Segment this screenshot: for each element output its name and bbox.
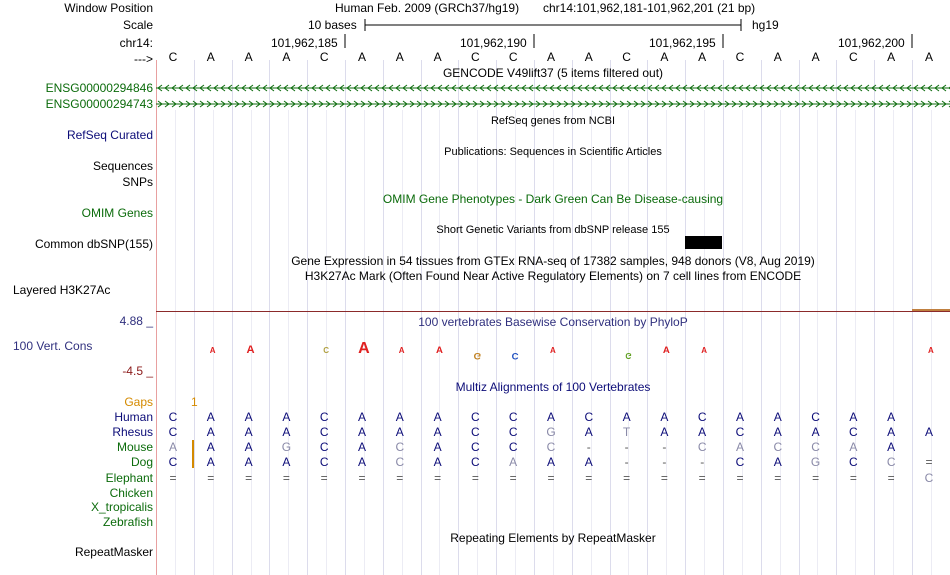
phylop-letter: A [209,346,216,355]
alignment-base: = [434,471,442,485]
scale-label: Scale [122,18,153,32]
alignment-base: = [623,471,631,485]
alignment-base: C [849,455,858,469]
alignment-base: = [509,471,517,485]
refseq-title: RefSeq genes from NCBI [490,115,616,127]
alignment-base: C [319,425,329,439]
alignment-base: = [887,471,895,485]
phylop-letter: C [511,350,519,361]
phylop-letter: G [625,351,632,360]
reference-base: C [471,50,480,64]
alignment-base: A [282,455,291,469]
phylop-letter: A [928,346,934,355]
alignment-base: A [849,440,858,454]
alignment-base: C [508,425,518,439]
alignment-base: A [433,440,442,454]
gencode-title: GENCODE V49lift37 (5 items filtered out) [442,66,664,80]
alignment-base: C [471,425,480,439]
reference-base: A [395,50,404,64]
pubs-title: Publications: Sequences in Scientific Articles [444,146,662,158]
species-human-label[interactable]: Human [114,410,153,424]
alignment-base: A [546,455,555,469]
reference-base: A [206,50,215,64]
dbsnp-label[interactable]: Common dbSNP(155) [34,237,153,251]
phylop-letter: G [473,350,482,361]
alignment-base: C [584,410,594,424]
alignment-base: = [849,471,857,485]
alignment-base: A [887,410,896,424]
phylop-logo [156,338,950,368]
alignment-base: - [662,440,667,454]
reference-base: A [584,50,593,64]
phylop-title: 100 vertebrates Basewise Conservation by PhyloP [418,315,688,329]
alignment-base: A [244,455,253,469]
window-position-label: Window Position [64,1,153,15]
gap-count-marker: 1 [191,395,198,409]
alignment-base: C [886,455,896,469]
alignment-base: A [584,425,593,439]
alignment-base: A [622,410,631,424]
alignment-base: C [168,425,178,439]
alignment-base: A [206,410,215,424]
reference-base: A [811,50,820,64]
alignment-base: = [925,455,933,469]
alignment-base: A [395,410,404,424]
alignment-base: A [887,440,896,454]
alignment-base: C [546,440,556,454]
alignment-base: A [168,440,177,454]
reference-base: A [433,50,442,64]
alignment-base: = [396,471,404,485]
alignment-base: C [471,410,480,424]
phylop-letter: A [550,346,556,355]
alignment-base: A [773,455,782,469]
alignment-base: A [395,425,404,439]
species-dog-label[interactable]: Dog [130,455,153,469]
reference-base: C [735,50,745,64]
chrom-label: chr14: [119,36,153,50]
alignment-base: = [358,471,366,485]
alignment-base: A [357,455,366,469]
pos-tick-2: 101,962,190 [460,36,527,50]
alignment-base: A [244,410,253,424]
alignment-base: = [774,471,782,485]
multiz-title: Multiz Alignments of 100 Vertebrates [455,380,651,394]
species-mouse-label[interactable]: Mouse [116,440,153,454]
reference-base: A [357,50,366,64]
alignment-base: A [735,440,744,454]
h3k27ac-label[interactable]: Layered H3K27Ac [13,283,111,297]
species-chicken-label[interactable]: Chicken [109,486,153,500]
alignment-base: A [244,425,253,439]
alignment-base: T [622,425,631,439]
phylop-letter: A [246,344,255,356]
species-xtropicalis-label[interactable]: X_tropicalis [90,500,153,514]
phylop-letter: C [323,346,329,355]
scale-text: 10 bases [308,18,357,32]
alignment-base: C [508,410,518,424]
phylop-letter: A [436,345,443,356]
alignment-base: C [811,440,820,454]
assembly-title: Human Feb. 2009 (GRCh37/hg19) [335,1,520,15]
reference-base: A [546,50,555,64]
snps-label[interactable]: SNPs [122,175,153,189]
alignment-base: A [433,425,442,439]
repeatmasker-title: Repeating Elements by RepeatMasker [450,531,656,545]
alignment-base: A [282,410,291,424]
alignment-base: A [887,425,896,439]
pos-tick-4: 101,962,200 [838,36,905,50]
alignment-base: A [584,455,593,469]
reference-base: C [849,50,858,64]
alignment-base: A [244,440,253,454]
alignment-base: A [357,440,366,454]
alignment-base: = [698,471,706,485]
alignment-base: - [624,440,629,454]
species-elephant-label[interactable]: Elephant [105,471,153,485]
omim-title: OMIM Gene Phenotypes - Dark Green Can Be Disease-causing [382,192,724,206]
alignment-base: A [206,440,215,454]
repeatmasker-label[interactable]: RepeatMasker [74,545,153,559]
alignment-base: A [282,425,291,439]
phylop-max-label: 4.88 _ [119,314,153,328]
alignment-base: - [624,455,629,469]
reference-base: A [887,50,896,64]
alignment-base: A [924,425,933,439]
alignment-base: A [546,410,555,424]
h3k27ac-signal-peak [912,309,950,311]
alignment-base: = [812,471,820,485]
dbsnp-title: Short Genetic Variants from dbSNP release 155 [436,224,670,236]
scale-bar [360,17,746,33]
reference-base: C [622,50,631,64]
gtex-title: Gene Expression in 54 tissues from GTEx RNA-seq of 17382 samples, 948 donors (V8, Aug 2019) [291,254,815,268]
alignment-base: C [471,455,480,469]
alignment-base: C [319,410,329,424]
reference-base: A [282,50,291,64]
phylop-letter: A [398,346,405,355]
refseq-label[interactable]: RefSeq Curated [66,128,153,142]
alignment-base: = [245,471,253,485]
position-title: chr14:101,962,181-101,962,201 (21 bp) [543,1,756,15]
alignment-base: C [924,471,934,485]
alignment-base: = [660,471,668,485]
dbsnp-variant[interactable] [685,236,722,249]
alignment-base: C [319,440,329,454]
gencode-transcripts[interactable] [156,82,950,110]
alignment-base: = [547,471,555,485]
species-zebrafish-label[interactable]: Zebrafish [102,515,153,529]
reference-base: A [244,50,253,64]
alignment-base: - [662,455,667,469]
alignment-base: A [735,410,744,424]
alignment-base: = [207,471,215,485]
reference-base: C [168,50,178,64]
alignment-base: C [471,440,480,454]
phylop-letter: A [358,340,370,357]
alignment-base: A [206,455,215,469]
alignment-base: A [509,455,518,469]
alignment-base: = [169,471,177,485]
phylop-letter: A [662,345,670,356]
alignment-base: A [811,425,820,439]
alignment-base: = [320,471,328,485]
alignment-base: A [433,455,442,469]
alignment-base: A [849,410,858,424]
h3k27ac-signal-line [156,311,950,312]
alignment-base: C [773,440,783,454]
strand-arrow-label: ---> [134,52,153,66]
alignment-base: G [281,440,292,454]
species-rhesus-label[interactable]: Rhesus [112,425,153,439]
alignment-base: - [586,440,591,454]
alignment-base: = [736,471,744,485]
ensg-2-label[interactable]: ENSG00000294743 [45,97,153,111]
reference-base: C [319,50,329,64]
phylop-min-label: -4.5 _ [122,364,153,378]
alignment-base: A [773,425,782,439]
reference-base: C [508,50,518,64]
vert-cons-label[interactable]: 100 Vert. Cons [13,339,93,353]
phylop-letter: A [701,346,707,355]
alignment-base: C [697,410,707,424]
alignment-base: - [700,455,705,469]
alignment-base: A [206,425,215,439]
alignment-base: A [698,425,707,439]
reference-base: A [660,50,669,64]
reference-base: A [924,50,933,64]
alignment-base: = [471,471,479,485]
reference-base: A [773,50,782,64]
alignment-base: A [660,425,669,439]
alignment-base: C [849,425,858,439]
pos-tick-1: 101,962,185 [271,36,338,50]
alignment-base: C [168,455,178,469]
pos-tick-marks [0,34,950,50]
alignment-base: = [585,471,593,485]
gaps-label: Gaps [124,395,153,409]
alignment-base: C [735,425,745,439]
alignment-base: G [810,455,821,469]
alignment-base: C [395,440,405,454]
alignment-base: A [433,410,442,424]
ensg-1-label[interactable]: ENSG00000294846 [45,81,153,95]
sequences-label[interactable]: Sequences [92,159,153,173]
pos-tick-3: 101,962,195 [649,36,716,50]
h3k27ac-title: H3K27Ac Mark (Often Found Near Active Regulatory Elements) on 7 cell lines from ENCODE [304,269,802,283]
alignment-base: C [395,455,405,469]
alignment-base: C [319,455,329,469]
alignment-base: C [168,410,178,424]
reference-base: A [698,50,707,64]
alignment-base: G [546,425,556,439]
alignment-base: = [282,471,290,485]
alignment-base: C [811,410,820,424]
alignment-base: C [697,440,707,454]
alignment-base: A [660,410,669,424]
scale-db: hg19 [752,18,779,32]
alignment-base: C [735,455,745,469]
alignment-base: A [357,410,366,424]
alignment-base: A [357,425,366,439]
omim-label[interactable]: OMIM Genes [81,206,153,220]
alignment-base: C [508,440,518,454]
alignment-base: A [773,410,782,424]
